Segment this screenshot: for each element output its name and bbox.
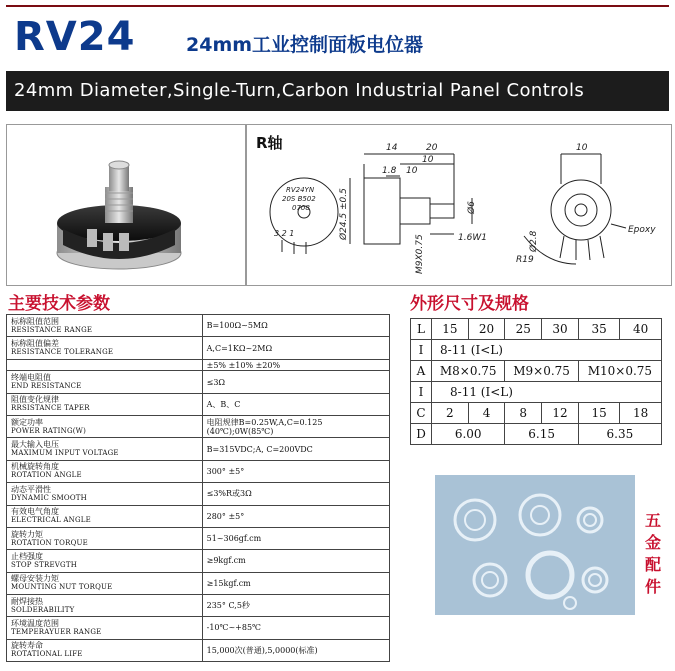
body-marking-3: 0708 [292, 204, 310, 212]
spec-row [7, 483, 390, 505]
dim-cell: 18 [620, 403, 662, 424]
spec-label-cell [7, 438, 203, 460]
dim-cell: 12 [542, 403, 579, 424]
spec-label-cn: 最大输入电压 [11, 440, 59, 450]
dim-10c: 10 [576, 143, 588, 153]
hardware-illustration [435, 475, 635, 615]
spec-value-cell [202, 315, 389, 337]
dim-cell: 35 [578, 319, 620, 340]
dim-row-i1 [411, 340, 662, 361]
spec-value: B=100Ω~5MΩ [206, 321, 268, 331]
spec-value: ≤3%R或3Ω [206, 489, 252, 499]
spec-label-en: ROTATION TORQUE [11, 538, 88, 547]
spec-value-cell [202, 359, 389, 371]
spec-label-cn: 终端电阻值 [11, 373, 51, 383]
spec-label-en: RESISTANCE RANGE [11, 325, 93, 334]
spec-label-cell [7, 483, 203, 505]
spec-label-en: RESISTANCE TOLERANGE [11, 348, 114, 357]
spec-label-en: MOUNTING NUT TORQUE [11, 583, 113, 592]
spec-row [7, 460, 390, 482]
spec-label-cn: 机械旋转角度 [11, 462, 59, 472]
spec-label-en: ELECTRICAL ANGLE [11, 516, 91, 525]
dim-key-c: C [411, 403, 432, 424]
spec-label-cn: 螺母安装力矩 [11, 574, 59, 584]
subtitle-english: 24mm Diameter,Single-Turn,Carbon Industrial Panel Controls [14, 80, 585, 101]
dim-phi-2-8: Ø2.8 [529, 230, 539, 252]
spec-value: B=315VDC;A, C=200VDC [206, 444, 313, 454]
terminal-numbers: 3 2 1 [274, 229, 295, 238]
spec-label-cn: 耐焊接热 [11, 596, 43, 606]
spec-value-cell [202, 617, 389, 639]
dim-cell: M9×0.75 [505, 361, 578, 382]
dimension-table [410, 318, 662, 445]
spec-label-en: ROTATIONAL LIFE [11, 650, 83, 659]
spec-row [7, 337, 390, 359]
dim-row-l [411, 319, 662, 340]
dim-phi-6: Ø6 [467, 201, 477, 214]
spec-row [7, 617, 390, 639]
spec-value: A、B、C [206, 399, 241, 409]
spec-row [7, 315, 390, 337]
dim-key-i: I [411, 382, 432, 403]
spec-label-cn: 旋转力矩 [11, 529, 43, 539]
dim-cell: 8-11 (I<L) [432, 382, 662, 403]
spec-label-cn: 有效电气角度 [11, 507, 59, 517]
spec-value: 235° C,5秒 [206, 601, 250, 611]
product-photo-frame [6, 124, 246, 286]
spec-value-cell [202, 393, 389, 415]
spec-value: ±5% ±10% ±20% [206, 360, 281, 370]
spec-value: 15,000次(普通),5,0000(标准) [206, 645, 318, 655]
spec-label-cn: 标称阻值范围 [11, 316, 59, 326]
dim-cell: 6.15 [505, 424, 578, 445]
spec-label-cell [7, 527, 203, 549]
spec-label-en: MAXIMUM INPUT VOLTAGE [11, 449, 119, 458]
dim-cell: 2 [432, 403, 469, 424]
dim-cell: 15 [432, 319, 469, 340]
spec-value-cell [202, 527, 389, 549]
dim-row-a [411, 361, 662, 382]
spec-row [7, 527, 390, 549]
spec-value: 300° ±5° [206, 466, 245, 476]
spec-row [7, 371, 390, 393]
dim-1-8: 1.8 [382, 166, 397, 176]
spec-label-cell [7, 617, 203, 639]
spec-label-cn: 阻值变化规律 [11, 395, 59, 405]
dim-cell: 20 [468, 319, 505, 340]
dim-key-a: A [411, 361, 432, 382]
spec-value-cell [202, 460, 389, 482]
spec-label-cell [7, 460, 203, 482]
spec-label-en: TEMPERAYUER RANGE [11, 627, 102, 636]
spec-value-cell [202, 550, 389, 572]
dim-cell: 15 [578, 403, 620, 424]
dimensions-section-title: 外形尺寸及规格 [410, 294, 529, 314]
dimension-drawing [246, 124, 670, 284]
spec-row [7, 416, 390, 438]
spec-row [7, 505, 390, 527]
dim-key-l: L [411, 319, 432, 340]
spec-row [7, 438, 390, 460]
dim-cell: 4 [468, 403, 505, 424]
spec-value: (40℃);0W(85℃) [206, 426, 274, 436]
dim-row-d [411, 424, 662, 445]
spec-label-en: STOP STREVGTH [11, 560, 78, 569]
spec-row [7, 393, 390, 415]
spec-row [7, 550, 390, 572]
dim-cell: 8 [505, 403, 542, 424]
spec-value: ≥9kgf.cm [206, 556, 246, 566]
spec-value-cell [202, 337, 389, 359]
spec-label-cell [7, 359, 203, 371]
spec-label-cell [7, 550, 203, 572]
spec-value-cell [202, 438, 389, 460]
spec-value: -10℃~+85℃ [206, 623, 261, 633]
spec-label-en: END RESISTANCE [11, 382, 82, 391]
spec-label-cn: 旋转寿命 [11, 641, 43, 651]
dim-20: 20 [426, 143, 438, 153]
hardware-photo [435, 475, 635, 615]
header-top-rule [6, 5, 669, 7]
dim-cell: 25 [505, 319, 542, 340]
body-marking-1: RV24YN [286, 186, 315, 194]
spec-label-cn: 止档强度 [11, 551, 43, 561]
spec-value-cell [202, 416, 389, 438]
spec-label-cn: 额定功率 [11, 417, 43, 427]
spec-value-cell [202, 371, 389, 393]
dim-10b: 10 [406, 166, 418, 176]
dim-slot: 1.6W1 [458, 233, 487, 243]
dim-key-d: D [411, 424, 432, 445]
spec-label-en: ROTATION ANGLE [11, 471, 82, 480]
dim-phi-24-5: Ø24.5 ±0.5 [339, 188, 349, 240]
spec-label-cell [7, 393, 203, 415]
spec-label-en: DYNAMIC SMOOTH [11, 493, 87, 502]
dim-cell: 30 [542, 319, 579, 340]
spec-label-cell [7, 572, 203, 594]
dim-cell: 6.35 [578, 424, 661, 445]
spec-value: ≤3Ω [206, 377, 226, 387]
spec-label-en: POWER RATING(W) [11, 426, 86, 435]
dim-thread: M9X0.75 [415, 234, 425, 274]
epoxy-label: Epoxy [628, 225, 656, 235]
potentiometer-photo [7, 125, 245, 285]
dim-row-i2 [411, 382, 662, 403]
spec-row [7, 572, 390, 594]
spec-value-cell [202, 594, 389, 616]
dim-cell: 6.00 [432, 424, 505, 445]
spec-value-cell [202, 483, 389, 505]
dim-cell: 8-11 (I<L) [432, 340, 662, 361]
spec-label-cell [7, 639, 203, 661]
spec-value: 电阻规律B=0.25W,A,C=0.125 [206, 417, 323, 427]
spec-value: ≥15kgf.cm [206, 578, 251, 588]
spec-label-cn: 环境温度范围 [11, 618, 59, 628]
dim-10a: 10 [422, 155, 434, 165]
dim-row-c [411, 403, 662, 424]
model-title: RV24 [14, 14, 136, 60]
spec-label-en: RRSISTANCE TAPER [11, 404, 90, 413]
dim-cell: M8×0.75 [432, 361, 505, 382]
spec-value: 280° ±5° [206, 511, 245, 521]
spec-label-cell [7, 371, 203, 393]
spec-label-cell [7, 594, 203, 616]
spec-label-cell [7, 315, 203, 337]
spec-value-cell [202, 572, 389, 594]
spec-label-cell [7, 505, 203, 527]
spec-label-cell [7, 337, 203, 359]
spec-value-cell [202, 505, 389, 527]
dim-cell: 40 [620, 319, 662, 340]
spec-value: 51~306gf.cm [206, 534, 262, 544]
spec-row [7, 359, 390, 371]
dim-cell: M10×0.75 [578, 361, 661, 382]
dim-key-i: I [411, 340, 432, 361]
specs-section-title: 主要技术参数 [8, 294, 110, 314]
spec-row [7, 594, 390, 616]
spec-table [6, 314, 390, 662]
spec-value-cell [202, 639, 389, 661]
spec-label-en: SOLDERABILITY [11, 605, 75, 614]
spec-label-cell [7, 416, 203, 438]
spec-value: A,C=1KΩ~2MΩ [206, 343, 273, 353]
body-marking-2: 20S B502 [282, 195, 316, 203]
spec-row [7, 639, 390, 661]
shaft-type-label: R轴 [256, 134, 283, 152]
spec-label-cn: 标称阻值偏差 [11, 339, 59, 349]
spec-label-cn: 动态平滑性 [11, 484, 51, 494]
hardware-label: 五金配件 [644, 511, 661, 596]
title-chinese: 24mm工业控制面板电位器 [186, 34, 424, 56]
dim-14: 14 [386, 143, 398, 153]
dim-r19: R19 [516, 255, 534, 265]
